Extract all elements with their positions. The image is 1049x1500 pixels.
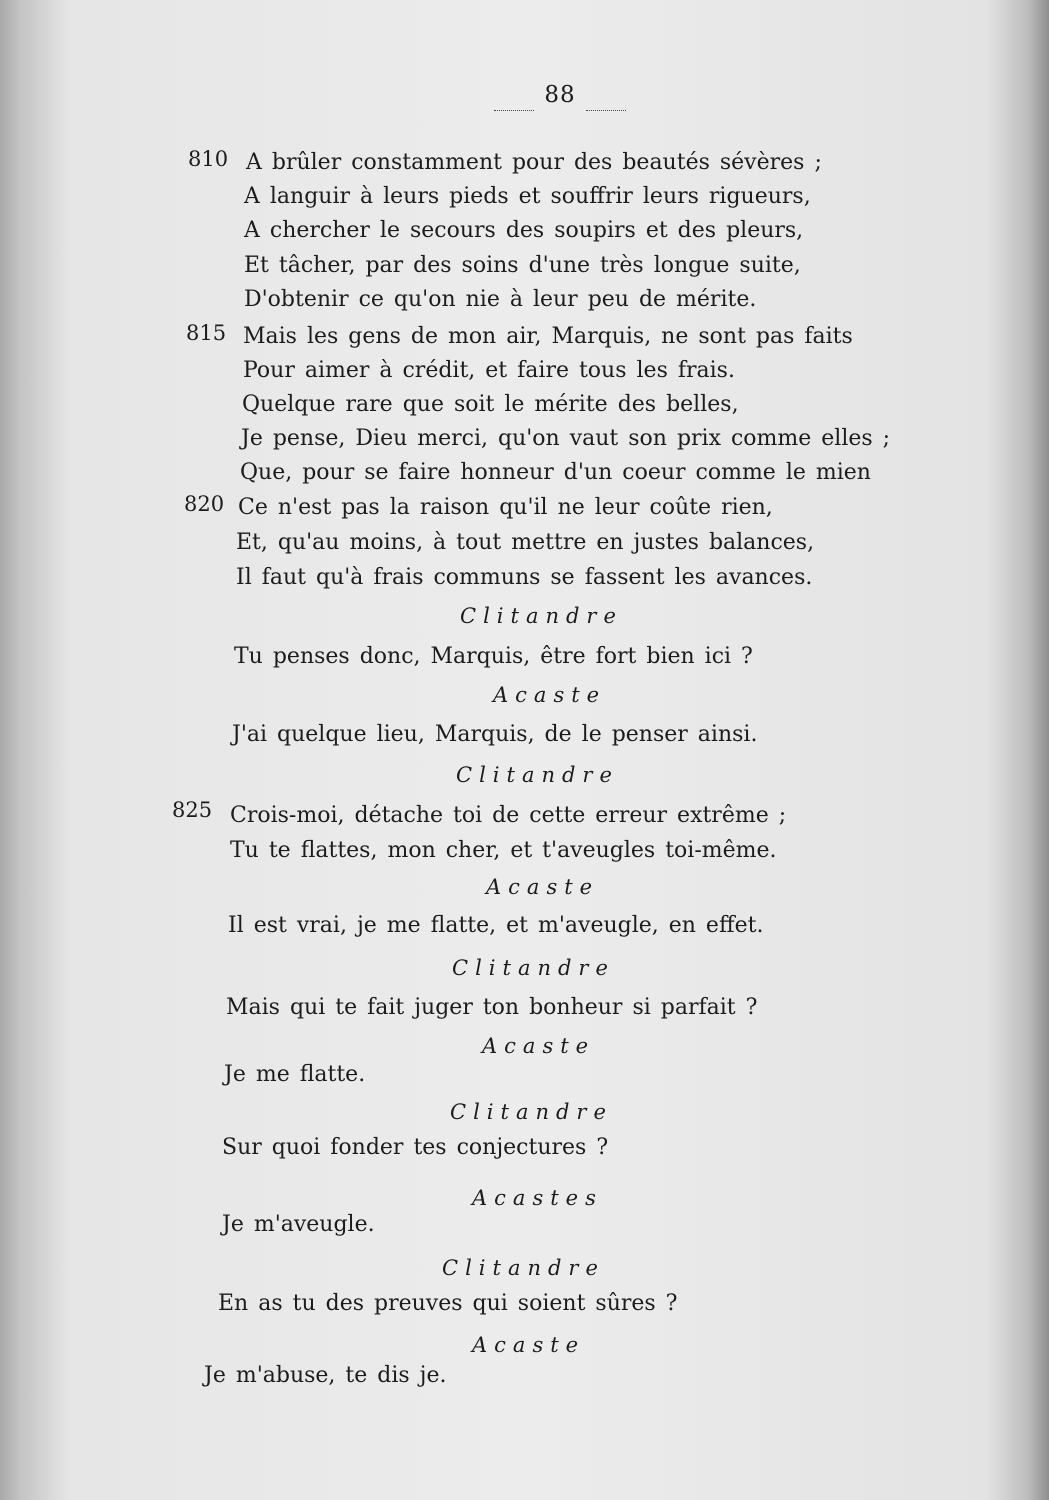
- verse-line: A chercher le secours des soupirs et des pleurs,: [244, 218, 804, 243]
- dialogue-line: Tu penses donc, Marquis, être fort bien ici ?: [234, 644, 753, 669]
- verse-line: Pour aimer à crédit, et faire tous les frais.: [243, 358, 735, 383]
- speaker-name: Acaste: [486, 875, 600, 899]
- verse-number-810: 810: [188, 147, 229, 171]
- page-number-rule-right: [586, 110, 626, 111]
- dialogue-line: Je m'aveugle.: [222, 1212, 375, 1237]
- page-number-rule-left: [494, 110, 534, 111]
- verse-line: A brûler constamment pour des beautés sévères ;: [246, 150, 822, 175]
- verse-line: Il faut qu'à frais communs se fassent les avances.: [236, 565, 813, 590]
- speaker-name: Clitandre: [450, 1100, 613, 1124]
- speaker-name: Acaste: [482, 1034, 596, 1058]
- speaker-name: Clitandre: [442, 1256, 605, 1280]
- speaker-name: Acaste: [493, 683, 607, 707]
- dialogue-line: Il est vrai, je me flatte, et m'aveugle, en effet.: [228, 913, 764, 938]
- dialogue-line: Tu te flattes, mon cher, et t'aveugles toi-même.: [230, 838, 777, 863]
- verse-line: D'obtenir ce qu'on nie à leur peu de mérite.: [244, 287, 757, 312]
- dialogue-line: Sur quoi fonder tes conjectures ?: [222, 1135, 609, 1160]
- verse-number-820: 820: [184, 492, 225, 516]
- speaker-name: Clitandre: [456, 763, 619, 787]
- speaker-name: Clitandre: [452, 956, 615, 980]
- speaker-name: Clitandre: [460, 604, 623, 628]
- dialogue-line: En as tu des preuves qui soient sûres ?: [218, 1291, 678, 1316]
- verse-line: Que, pour se faire honneur d'un coeur comme le mien: [240, 460, 871, 485]
- verse-line: Et tâcher, par des soins d'une très longue suite,: [244, 253, 801, 278]
- verse-line: A languir à leurs pieds et souffrir leurs rigueurs,: [244, 184, 811, 209]
- verse-line: Ce n'est pas la raison qu'il ne leur coûte rien,: [238, 495, 773, 520]
- verse-line: Mais les gens de mon air, Marquis, ne sont pas faits: [243, 324, 853, 349]
- verse-line: Je pense, Dieu merci, qu'on vaut son prix comme elles ;: [241, 426, 891, 451]
- dialogue-line: Je me flatte.: [224, 1062, 366, 1087]
- dialogue-line: Je m'abuse, te dis je.: [204, 1363, 447, 1388]
- verse-line: Quelque rare que soit le mérite des belles,: [242, 392, 739, 417]
- page-number: 88: [0, 82, 1049, 108]
- verse-number-815: 815: [186, 321, 227, 345]
- speaker-name: Acastes: [472, 1186, 603, 1210]
- verse-line: Et, qu'au moins, à tout mettre en justes balances,: [236, 530, 815, 555]
- dialogue-line: Crois-moi, détache toi de cette erreur extrême ;: [230, 803, 787, 828]
- dialogue-line: J'ai quelque lieu, Marquis, de le penser ainsi.: [232, 722, 758, 747]
- dialogue-line: Mais qui te fait juger ton bonheur si parfait ?: [226, 995, 758, 1020]
- verse-number-825: 825: [172, 798, 213, 822]
- speaker-name: Acaste: [472, 1333, 586, 1357]
